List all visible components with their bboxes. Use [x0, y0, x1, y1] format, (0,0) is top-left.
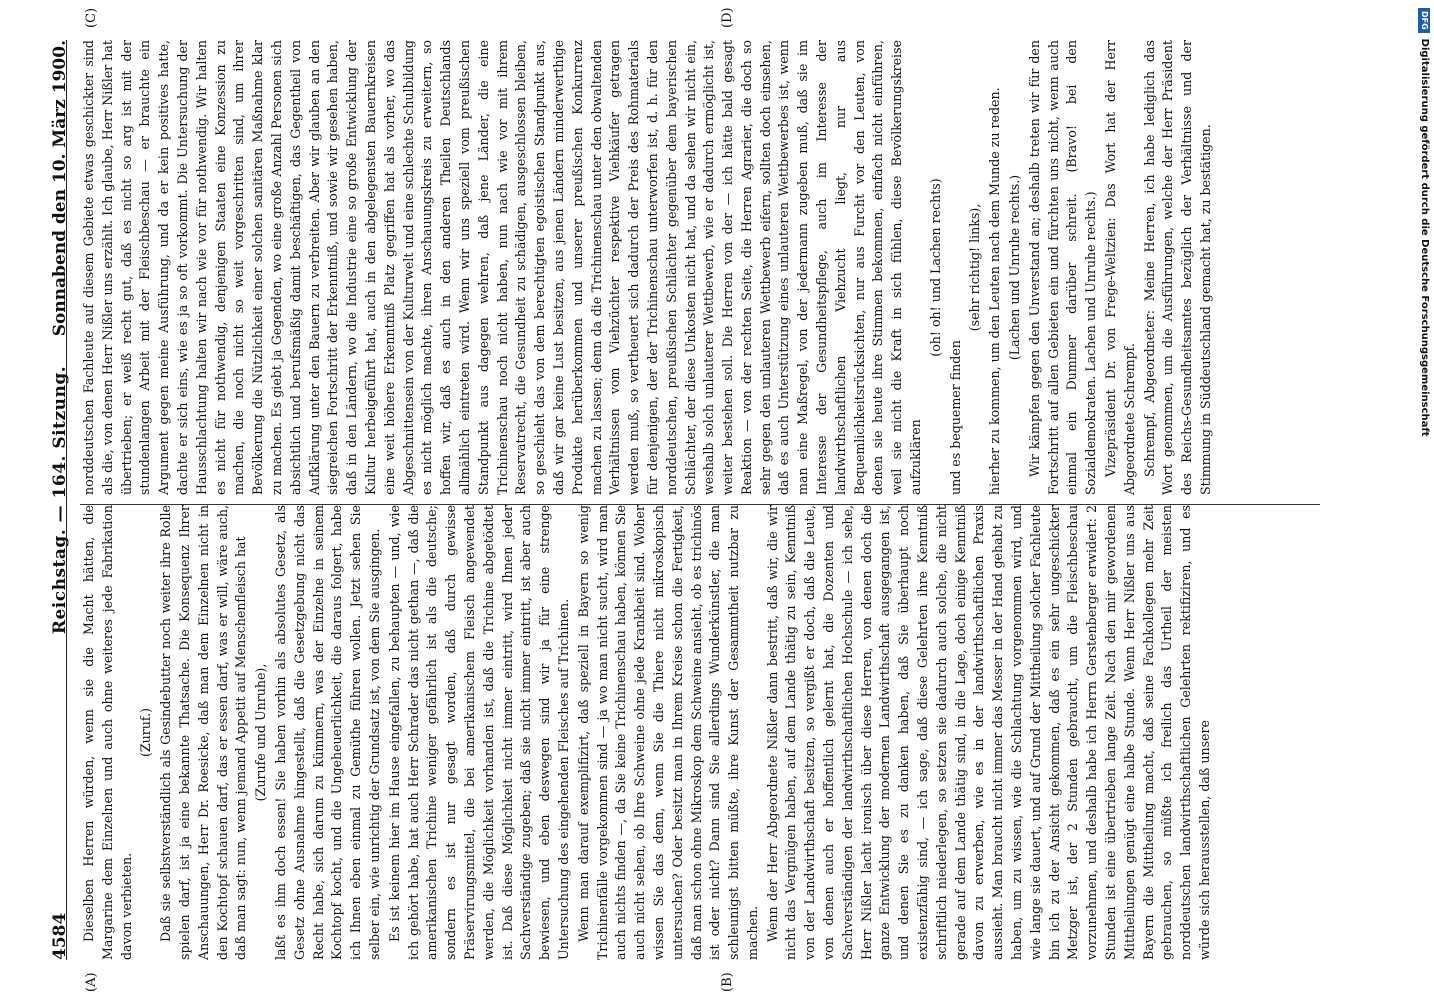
paragraph: hierher zu kommen, um den Leuten nach dem Munde zu reden.: [987, 87, 1003, 495]
paragraph: Es ist keinem hier im Hause eingefallen, zu behaupten — und, wie ich gehört habe, hat auch Herr Schrader das nicht gethan —, daß die amerikanischen Trichine weniger gefährlich ist als die deutsche; sondern es ist nur gesagt worden, daß durch gewisse Präservirungsmittel, die bei amerikanischem Fleisch angewendet werden, die Möglichkeit vorhanden ist, daß die Trichine abgetödtet ist. Daß diese Möglichkeit nicht immer eintritt, wird Ihnen jeder Sachverständige zugeben; daß sie nicht immer eintritt, ist aber auch bewiesen, und eben deswegen sind wir ja für eine strenge Untersuchung des eingehenden Fleisches auf Trichinen.: [386, 505, 571, 960]
session-date: Sonnabend den 10. März 1900.: [50, 40, 70, 337]
speaker-speech: Schrempf, Abgeordneter: Meine Herren, ich habe lediglich das Wort genommen, um die Ausführungen, welche der Herr Präsident des Reichs-Gesundheitsamtes bezüglich der Verhältnisse und der Stimmung in Süddeutschland gemacht hat, zu bestätigen.: [1141, 40, 1214, 495]
paragraph: Daß sie selbstverständlich als Gesindebutter noch weiter ihre Rolle spielen darf, ist ja eine bekannte Thatsache. Die Konsequenz Ihrer Anschauungen, Herr Dr. Roesicke, daß man dem Einzelnen nicht in den Kochtopf schauen darf, das er essen darf, was er will, wäre auch, daß man sagt: nun, wenn jemand Appetit auf Menschenfleisch hat: [158, 505, 249, 960]
header-rule: [66, 40, 67, 960]
margin-marker-d: (D): [720, 7, 735, 28]
paragraph: laßt es ihm doch essen! Sie haben vorhin als absolutes Gesetz, als Gesetz ohne Ausnahme hingestellt, daß die Gesetzgebung nicht das Recht habe, sich darum zu kümmern, was der Einzelne in seinem Kochtopf kocht, und die Ungeheuerlichkeit, die daraus folgert, habe ich Ihnen eben einmal zu Gemüthe führen wollen. Jetzt sehen Sie selber ein, wie unrichtig der Grundsatz ist, von dem Sie ausgingen.: [272, 505, 382, 960]
margin-marker-c: (C): [84, 7, 99, 28]
paragraph: Wir kämpfen gegen den Unverstand an; deshalb treten wir für den Fortschritt auf allen Gebieten ein und fürchten uns nicht, wenn auch einmal ein Dummer darüber schreit. (Bravo! bei den Sozialdemokraten. Lachen und Unruhe rechts.): [1026, 40, 1099, 495]
page-number: 4584: [50, 912, 70, 960]
column-divider: [80, 504, 1320, 505]
credit-text: Digitalisierung gefördert durch die Deutsche Forschungsgemeinschaft: [1419, 38, 1430, 437]
session-title: Reichstag. — 164. Sitzung.: [50, 365, 70, 635]
paragraph: Wenn man darauf exemplifizirt, daß speziell in Bayern so wenig Trichinenfälle vorgekommen sind — ja wo man nicht sucht, wird man auch nichts finden —, da Sie keine Trichinenschau haben, können Sie auch nicht sehen, ob Ihre Schweine ohne jede Krankheit sind. Woher wissen Sie das denn, wenn Sie die Thiere nicht mikroskopisch untersuchen? Oder besitzt man in Ihrem Kreise schon die Fertigkeit, daß man schon ohne Mikroskop dem Schweine ansieht, ob es trichinös ist oder nicht? Dann sind Sie allerdings Wunderkünstler, die man schleunigst bitten müßte, ihre Kunst der Gesammtheit nutzbar zu machen.: [575, 505, 760, 960]
margin-marker-a: (A): [84, 972, 99, 992]
paragraph: und es bequemer finden: [947, 340, 963, 495]
interjection: (Zuruf.): [138, 707, 154, 758]
interjection: (Lachen und Unruhe rechts.): [1007, 174, 1023, 361]
page-header: [36, 40, 76, 960]
paragraph: norddeutschen Fachleute auf diesem Gebiete etwas geschickter sind als die, von denen Herr Nißler uns erzählt. Ich glaube, Herr Nißler hat übertrieben; er weiß recht gut, daß es nicht so arg ist mit der stundenlangen Arbeit mit der Fleischbeschau — er brauchte ein Argument gegen meine Ausführung, und da er kein positives hatte, dachte er sich eins, wie es ja so oft vorkommt. Die Untersuchung der Hausschlachtung halten wir nach wie vor für nothwendig. Wir halten es nicht für nothwendig, denjenigen Staaten eine Konzession zu machen, die noch nicht so weit vorgeschritten sind, um ihrer Bevölkerung die Nützlichkeit einer solchen sanitären Maßnahme klar zu machen. Es giebt ja Gegenden, wo eine große Anzahl Personen sich absichtlich und berufsmäßig damit beschäftigen, das Gegentheil von Aufklärung unter den Bauern zu verbreiten. Aber wir glauben an den siegreichen Fortschritt der Erkenntniß, und sowie wir gesehen haben, daß in den Ländern, wo die Industrie eine so große Entwicklung der Kultur herbeigeführt hat, auch in den abgelegensten Bauernkreisen eine weit höhere Erkenntniß Platz gegriffen hat als vorher, wo das Abgeschnittensein von der Kulturwelt und eine schlechte Schulbildung es nicht möglich machte, ihren Anschauungskreis zu erweitern, so hoffen wir, daß es auch in den anderen Theilen Deutschlands allmählich eintreten wird. Wenn wir uns speziell vom preußischen Standpunkt aus dagegen wehren, daß jene Länder, die eine Trichinenschau noch nicht haben, nun nach wie vor mit ihrem Reservatrecht, die Gesundheit zu schädigen, ausgeschlossen bleiben, so geschieht das von dem berechtigten egoistischen Standpunkt aus, daß wir gar keine Lust besitzen, aus jenen Ländern minderwerthige Produkte herüberkommen und unserer preußischen Konkurrenz machen zu lassen; denn da die Trichinenschau unter den obwaltenden Verhältnissen vom Viehzüchter respektive Viehkäufer getragen werden muß, so vertheuert sich dadurch der Preis des Rohmaterials für denjenigen, der der Trichinenschau unterworfen ist, d. h. für den norddeutschen, preußischen Schlächter gegenüber dem bayerischen Schlächter, der diese Unkosten nicht hat, und da sehen wir nicht ein, weshalb solch unlauterer Wettbewerb, wie er dadurch ermöglicht ist, weiter bestehen soll. Die Herren von der — ich hätte bald gesagt Reaktion — von der rechten Seite, die Herren Agrarier, die doch so sehr gegen den unlauteren Wettbewerb eifern, sollten doch einsehen, daß es auch Unterstützung eines unlauteren Wettbewerbes ist, wenn man eine Maßregel, von der jedermann zugeben muß, daß sie im Interesse der Gesundheitspflege, auch im Interesse der landwirthschaftlichen Viehzucht liegt, nur aus Bequemlichkeitsrücksichten, nur aus Furcht vor den Leuten, von denen sie heute ihre Stimmen bekommen, einfach nicht einführen, weil sie nicht die Kraft in sich fühlen, diese Bevölkerungskreise aufzuklären: [81, 40, 924, 495]
dfg-logo: DFG: [1418, 8, 1430, 33]
interjection: (sehr richtig! links),: [967, 203, 983, 332]
left-column: [80, 505, 1320, 960]
interjection: (Zurufe und Unruhe),: [253, 663, 269, 802]
paragraph: Dieselben Herren würden, wenn sie die Macht hätten, die Margarine dem Einzelnen und auch ohne weiteres jede Fabrikation davon verbieten.: [81, 505, 134, 960]
paragraph: Wenn der Herr Abgeordnete Nißler dann bestritt, daß wir, die wir nicht das Vergnügen haben, auf dem Lande thätig zu sein, Kenntniß von der Landwirthschaft besitzen, so vergißt er doch, daß die Leute, von denen auch er hoffentlich gelernt hat, die Dozenten und Sachverständigen der landwirthschaftlichen Hochschule — ich sehe, Herr Nißler lacht ironisch über diese Herren, von denen doch die ganze Entwicklung der modernen Landwirthschaft ausgegangen ist, und denen Sie es zu danken haben, daß Sie überhaupt noch existenzfähig sind, — ich sage, daß diese Gelehrten ihre Kenntniß schriftlich niederlegen, so setzen sie dadurch auch solche, die nicht gerade auf dem Lande thätig sind, in die Lage, doch einige Kenntniß davon zu erwerben, wie es in der landwirthschaftlichen Praxis aussieht. Man braucht nicht immer das Messer in der Hand gehabt zu haben, um zu wissen, wie die Schlachtung vorgenommen wird, und wie lange sie dauert, und auf Grund der Mittheilung solcher Fachleute bin ich zu der Ansicht gekommen, daß es ein sehr ungeschickter Metzger ist, der 2 Stunden gebraucht, um die Fleischbeschau vorzunehmen, und deshalb habe ich Herrn Gerstenberger erwidert: 2 Stunden ist eine übertrieben lange Zeit. Nach den mir gewordenen Mittheilungen genügt eine halbe Stunde. Wenn Herr Nißler uns aus Bayern die Mittheilung macht, daß seine Fachkollegen mehr Zeit gebrauchen, so müßte ich freilich das Urtheil der meisten norddeutschen landwirthschaftlichen Gelehrten rektifiziren, und es würde sich herausstellen, daß unsere: [764, 505, 1213, 960]
interjection: (oh! oh! und Lachen rechts): [927, 178, 943, 357]
right-column: [80, 40, 1320, 495]
digitization-credit: [1418, 8, 1430, 992]
speaker-intro: Vizepräsident Dr. von Frege-Weltzien: Das Wort hat der Herr Abgeordnete Schrempf.: [1103, 40, 1137, 495]
margin-marker-b: (B): [720, 972, 735, 992]
